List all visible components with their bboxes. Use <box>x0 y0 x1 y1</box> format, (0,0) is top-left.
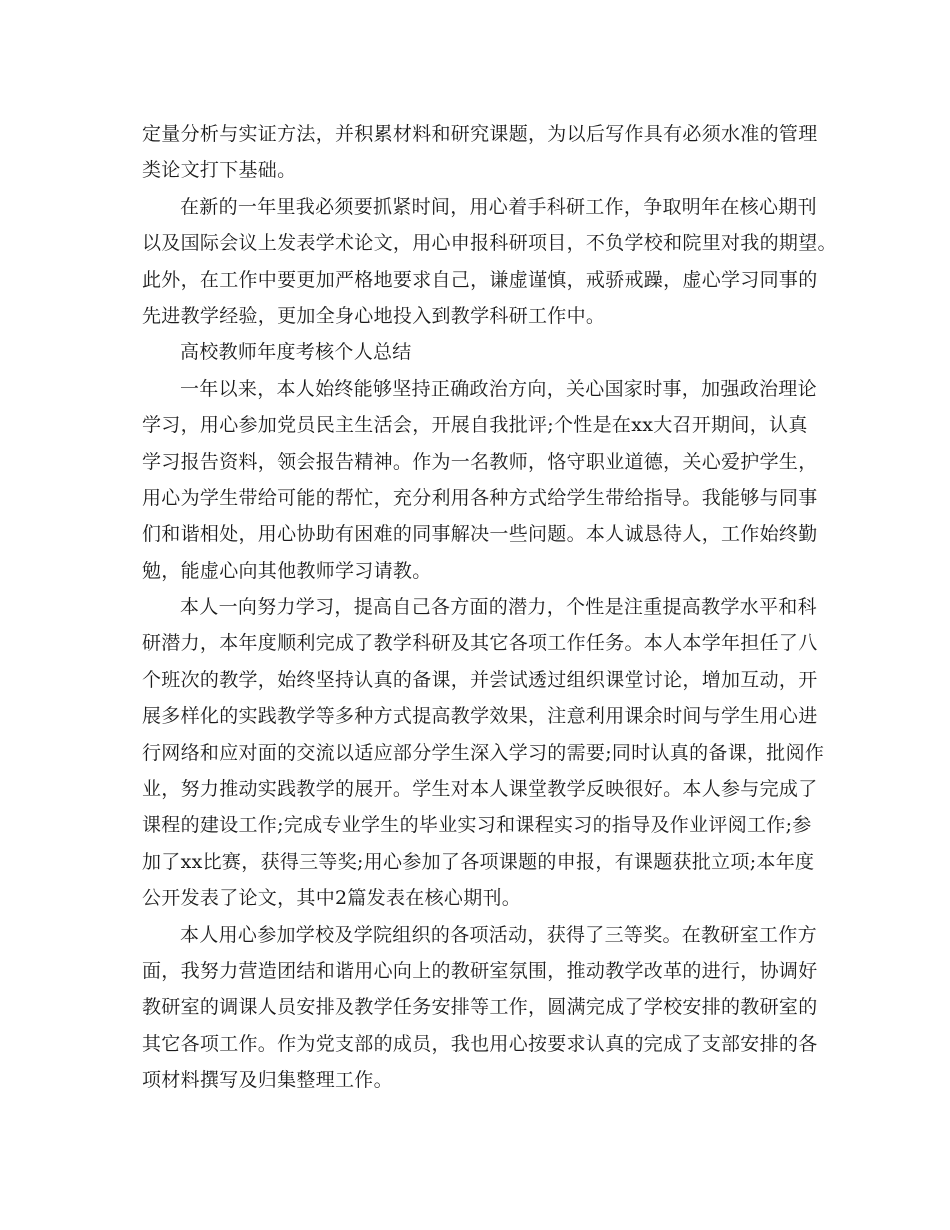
text-line: 项材料撰写及归集整理工作。 <box>142 1069 393 1092</box>
text-line: 勉，能虚心向其他教师学习请教。 <box>142 559 432 582</box>
text-line: 加了xx比赛，获得三等奖;用心参加了各项课题的申报，有课题获批立项;本年度 <box>142 850 815 873</box>
text-line: 们和谐相处，用心协助有困难的同事解决一些问题。本人诚恳待人，工作始终勤 <box>142 523 818 546</box>
text-line: 一年以来，本人始终能够坚持正确政治方向，关心国家时事，加强政治理论 <box>180 377 817 400</box>
text-line: 研潜力，本年度顺利完成了教学科研及其它各项工作任务。本人本学年担任了八 <box>142 632 818 655</box>
text-line: 学习，用心参加党员民主生活会，开展自我批评;个性是在xx大召开期间，认真 <box>142 414 808 437</box>
text-line: 此外，在工作中要更加严格地要求自己，谦虚谨慎，戒骄戒躁，虚心学习同事的 <box>142 268 818 291</box>
text-line: 面，我努力营造团结和谐用心向上的教研室氛围，推动教学改革的进行，协调好 <box>142 959 818 982</box>
text-line: 用心为学生带给可能的帮忙，充分利用各种方式给学生带给指导。我能够与同事 <box>142 486 818 509</box>
text-line: 教研室的调课人员安排及教学任务安排等工作，圆满完成了学校安排的教研室的 <box>142 996 818 1019</box>
text-line: 行网络和应对面的交流以适应部分学生深入学习的需要;同时认真的备课，批阅作 <box>142 741 825 764</box>
section-heading: 高校教师年度考核个人总结 <box>180 341 412 364</box>
text-line: 业，努力推动实践教学的展开。学生对本人课堂教学反映很好。本人参与完成了 <box>142 778 818 801</box>
text-line: 展多样化的实践教学等多种方式提高教学效果，注意利用课余时间与学生用心进 <box>142 705 818 728</box>
text-line: 以及国际会议上发表学术论文，用心申报科研项目，不负学校和院里对我的期望。 <box>142 232 837 255</box>
text-line: 定量分析与实证方法，并积累材料和研究课题，为以后写作具有必须水准的管理 <box>142 123 818 145</box>
text-line: 学习报告资料，领会报告精神。作为一名教师，恪守职业道德，关心爱护学生， <box>142 450 818 473</box>
text-line: 其它各项工作。作为党支部的成员，我也用心按要求认真的完成了支部安排的各 <box>142 1032 818 1055</box>
text-line: 在新的一年里我必须要抓紧时间，用心着手科研工作，争取明年在核心期刊 <box>180 195 817 218</box>
text-line: 先进教学经验，更加全身心地投入到教学科研工作中。 <box>142 304 606 327</box>
text-line: 公开发表了论文，其中2篇发表在核心期刊。 <box>142 887 522 910</box>
text-line: 本人用心参加学校及学院组织的各项活动，获得了三等奖。在教研室工作方 <box>180 923 817 946</box>
text-line: 个班次的教学，始终坚持认真的备课，并尝试透过组织课堂讨论，增加互动，开 <box>142 668 818 691</box>
text-line: 课程的建设工作;完成专业学生的毕业实习和课程实习的指导及作业评阅工作;参 <box>142 814 812 837</box>
text-line: 本人一向努力学习，提高自己各方面的潜力，个性是注重提高教学水平和科 <box>180 596 817 619</box>
text-line: 类论文打下基础。 <box>142 159 297 182</box>
document-page <box>142 116 837 1099</box>
